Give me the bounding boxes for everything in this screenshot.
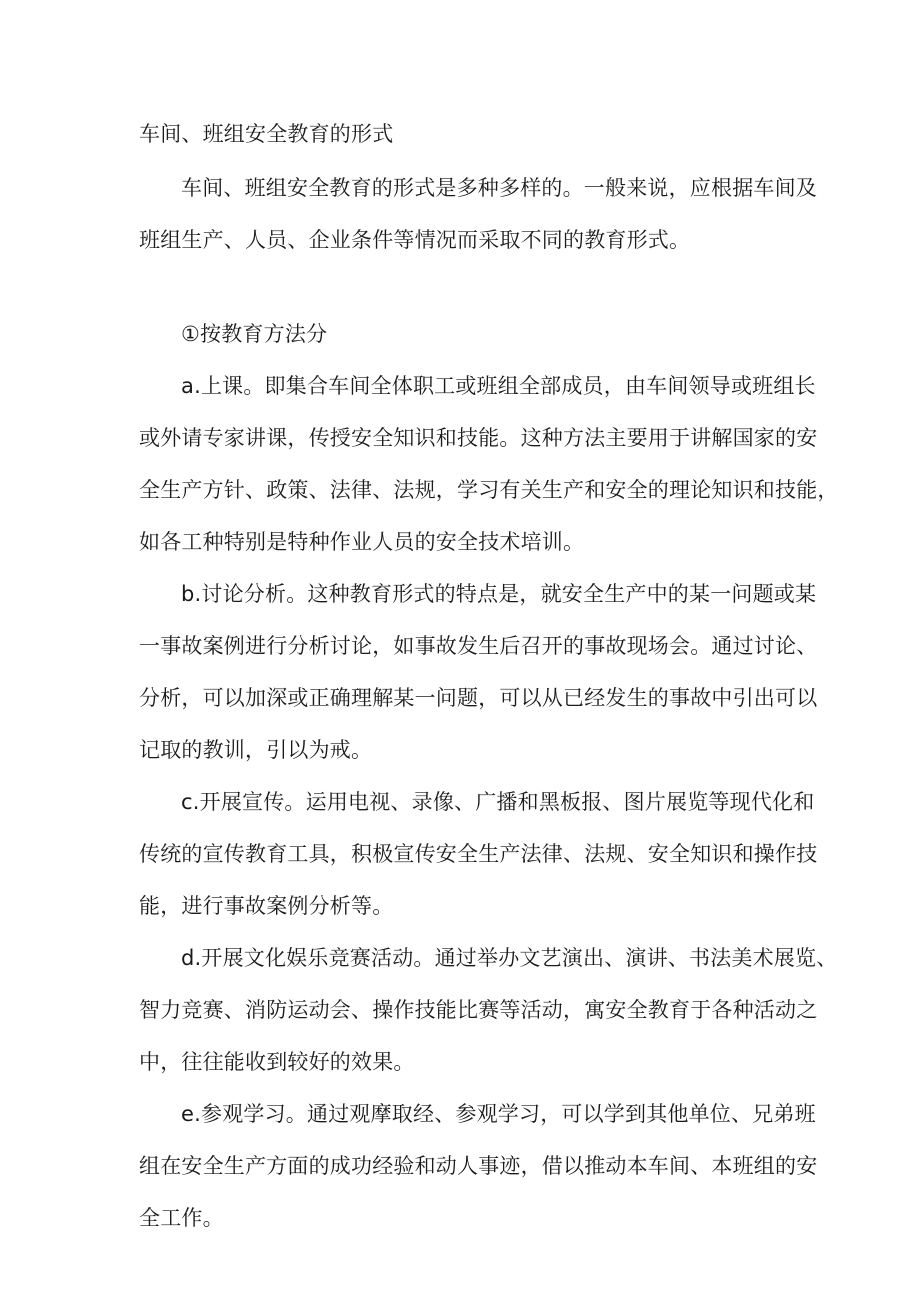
intro-paragraph: [139, 162, 817, 266]
paragraph-line: 中，往往能收到较好的效果。: [139, 1050, 415, 1074]
paragraph-line: 如各工种特别是特种作业人员的安全技术培训。: [139, 530, 585, 554]
paragraph-line: 班组生产、人员、企业条件等情况而采取不同的教育形式。: [139, 228, 691, 252]
item-paragraph-d: [139, 932, 838, 1088]
paragraph-line: d.开展文化娱乐竞赛活动。通过举办文艺演出、演讲、书法美术展览、: [181, 946, 838, 970]
paragraph-line: c.开展宣传。运用电视、录像、广播和黑板报、图片展览等现代化和: [181, 790, 815, 814]
item-paragraph-b: [139, 568, 818, 776]
paragraph-line: 组在安全生产方面的成功经验和动人事迹，借以推动本车间、本班组的安: [139, 1154, 818, 1178]
section-heading: ①按教育方法分: [181, 322, 328, 346]
paragraph-line: a.上课。即集合车间全体职工或班组全部成员，由车间领导或班组长: [181, 374, 816, 398]
item-paragraph-c: [139, 776, 818, 932]
paragraph-line: 传统的宣传教育工具，积极宣传安全生产法律、法规、安全知识和操作技: [139, 842, 818, 866]
paragraph-line: 车间、班组安全教育的形式是多种多样的。一般来说，应根据车间及: [181, 176, 817, 200]
document-body: [139, 112, 839, 1244]
paragraph-line: b.讨论分析。这种教育形式的特点是，就安全生产中的某一问题或某: [181, 582, 817, 606]
paragraph-line: 或外请专家讲课，传授安全知识和技能。这种方法主要用于讲解国家的安: [139, 426, 818, 450]
paragraph-line: 一事故案例进行分析讨论，如事故发生后召开的事故现场会。通过讨论、: [139, 634, 818, 658]
paragraph-line: 全工作。: [139, 1206, 224, 1230]
paragraph-line: 全生产方针、政策、法律、法规，学习有关生产和安全的理论知识和技能，: [139, 478, 839, 502]
paragraph-line: 记取的教训，引以为戒。: [139, 738, 373, 762]
item-paragraph-e: [139, 1088, 818, 1244]
paragraph-line: 智力竞赛、消防运动会、操作技能比赛等活动，寓安全教育于各种活动之: [139, 998, 818, 1022]
blank-space: [139, 266, 789, 308]
paragraph-line: 分析，可以加深或正确理解某一问题，可以从已经发生的事故中引出可以: [139, 686, 818, 710]
paragraph-line: 能，进行事故案例分析等。: [139, 894, 394, 918]
paragraph-line: e.参观学习。通过观摩取经、参观学习，可以学到其他单位、兄弟班: [181, 1102, 816, 1126]
document-title: 车间、班组安全教育的形式: [139, 122, 394, 146]
item-paragraph-a: [139, 360, 839, 568]
